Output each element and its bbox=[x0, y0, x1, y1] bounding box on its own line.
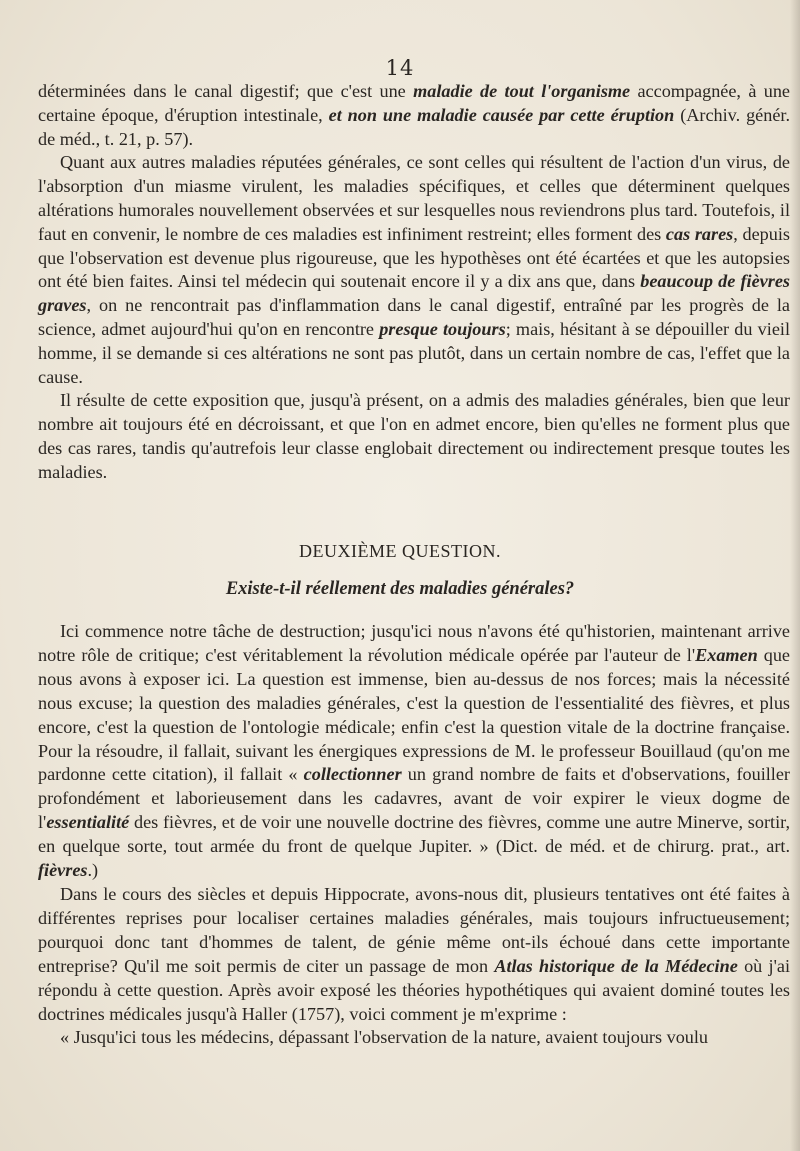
text-run: , depuis que l'observation est devenue plus rigoureuse, que les hypothèses ont été écartées et que les autopsies ont été bien faites. Ainsi tel médecin qui soutenait encore il y a dix ans que, dans bbox=[38, 223, 790, 292]
emphasis-run: maladie de tout l'organisme bbox=[413, 81, 631, 101]
emphasis-run: fièvres bbox=[38, 860, 88, 881]
text-run: .) bbox=[87, 860, 99, 881]
body-text-bottom bbox=[38, 620, 790, 1050]
body-text-top bbox=[38, 80, 790, 485]
text-run: Dans le cours des siècles et depuis Hippocrate, avons-nous dit, plusieurs tentatives ont été faites à différentes reprises pour localiser certaines maladies générales, mais toujours infructueusement; pourquoi donc tant d'hommes de talent, de génie même ont-ils échoué dans cette importante entreprise? Qu'il me soit permis de citer un passage de mon bbox=[38, 883, 790, 976]
text-run: Il résulte de cette exposition que, jusqu'à présent, on a admis des maladies générales, bien que leur nombre ait toujours été en décroissant, et que l'on en admet encore, bien qu'elles ne forment plus que des cas rares, tandis qu'autrefois leur classe englobait directement ou indirectement presque toutes les maladies. bbox=[38, 390, 790, 482]
text-run: Ici commence notre tâche de destruction; jusqu'ici nous n'avons été qu'historien, maintenant arrive notre rôle de critique; c'est véritablement la révolution médicale opérée par l'auteur de l' bbox=[38, 621, 790, 665]
text-run: (Archiv. génér. de méd., t. 21, p. 57). bbox=[38, 104, 791, 149]
text-run: accompagnée, à une certaine époque, d'éruption intestinale, bbox=[38, 81, 790, 125]
emphasis-run: presque toujours bbox=[379, 318, 506, 339]
text-run: un grand nombre de faits et d'observations, fouiller profondément et laborieusement dans les cadavres, avant de voir expirer le vieux dogme de l' bbox=[38, 764, 790, 833]
emphasis-run: et non une maladie causée par cette éruption bbox=[328, 104, 675, 125]
paragraph bbox=[38, 1026, 790, 1050]
page-number: 14 bbox=[385, 56, 415, 80]
text-run: déterminées dans le canal digestif; que c'est une bbox=[38, 81, 414, 101]
emphasis-run: Examen bbox=[695, 644, 758, 665]
section-heading: DEUXIÈME QUESTION. bbox=[299, 541, 501, 561]
text-run: où j'ai répondu à cette question. Après avoir exposé les théories hypothétiques qui avaient dominé toutes les doctrines médicales jusqu'à Haller (1757), voici comment je m'exprime : bbox=[38, 955, 791, 1024]
paragraph bbox=[38, 883, 790, 1026]
section-subheading: Existe-t-il réellement des maladies générales? bbox=[225, 579, 575, 599]
emphasis-run: collectionner bbox=[303, 764, 402, 785]
text-run: ; mais, hésitant à se dépouiller du vieil homme, il se demande si ces altérations ne sont pas plutôt, dans un certain nombre de cas, l'effet que la cause. bbox=[38, 318, 790, 387]
paragraph bbox=[38, 151, 790, 389]
paragraph bbox=[38, 620, 790, 883]
paragraph bbox=[38, 389, 790, 484]
emphasis-run: Atlas historique de la Médecine bbox=[494, 955, 738, 976]
text-run: « Jusqu'ici tous les médecins, dépassant l'observation de la nature, avaient toujours voulu bbox=[60, 1027, 709, 1048]
text-run: que nous avons à exposer ici. La question est immense, bien au-dessus de nos forces; mais la nécessité nous excuse; la question des maladies générales, c'est la question de l'essentialité des fièvres, et plus encore, c'est la question de l'ontologie médicale; enfin c'est la question vitale de la doctrine française. Pour la résoudre, il fallait, suivant les énergiques expressions de M. le professeur Bouillaud (qu'on me pardonne cette citation), il fallait « bbox=[38, 644, 790, 785]
paragraph bbox=[38, 80, 790, 151]
page-edge-shadow bbox=[790, 0, 800, 1151]
text-run: Quant aux autres maladies réputées générales, ce sont celles qui résultent de l'action d'un virus, de l'absorption d'un miasme virulent, les maladies spécifiques, et celles que déterminent quelques altérations humorales nouvellement observées et sur lesquelles nous reviendrons plus tard. Toutefois, il faut en convenir, le nombre de ces maladies est infiniment restreint; elles forment des bbox=[38, 152, 790, 244]
emphasis-run: cas rares bbox=[665, 223, 734, 244]
text-run: , on ne rencontrait pas d'inflammation dans le canal digestif, entraîné par les progrès de la science, admet aujourd'hui qu'on en rencontre bbox=[38, 295, 790, 339]
text-run: des fièvres, et de voir une nouvelle doctrine des fièvres, comme une autre Minerve, sortir, en quelque sorte, tout armée du front de quelque Jupiter. » (Dict. de méd. et de chirurg. prat., art. bbox=[38, 812, 790, 857]
emphasis-run: beaucoup de fièvres graves bbox=[38, 271, 790, 316]
emphasis-run: essentialité bbox=[46, 812, 130, 833]
